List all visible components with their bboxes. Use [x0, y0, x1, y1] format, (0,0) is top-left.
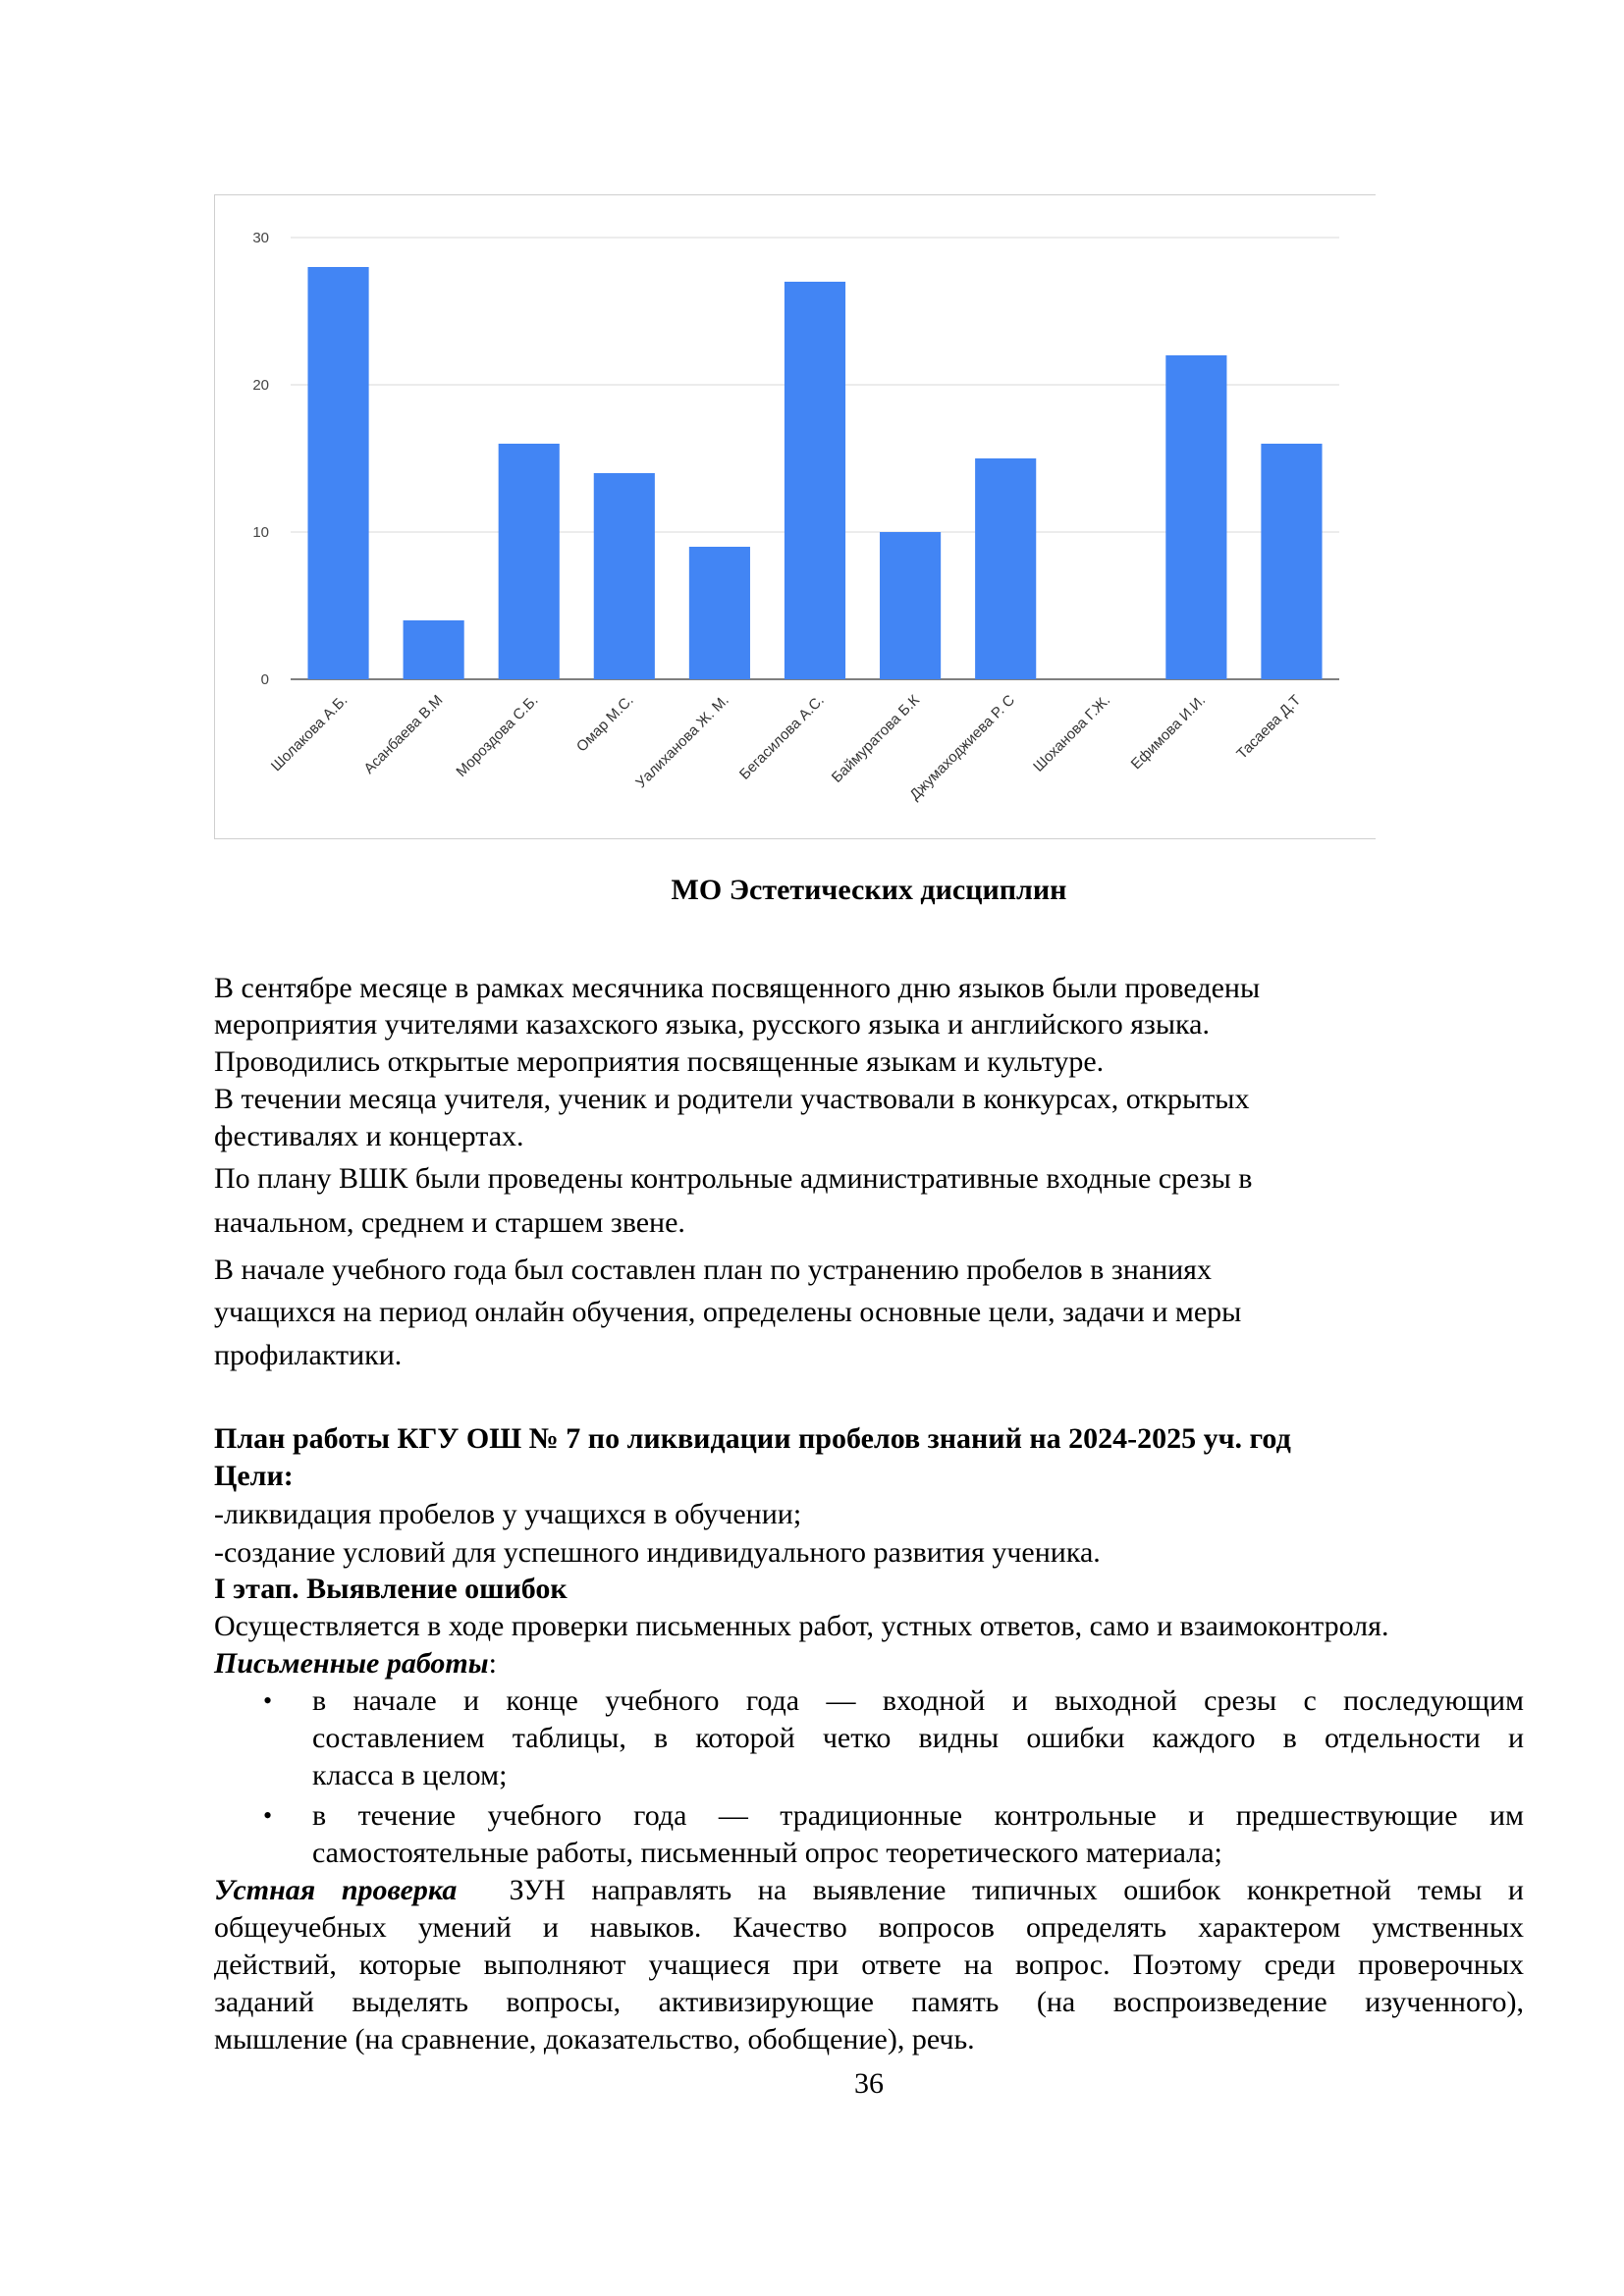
paragraph-1-line-2: мероприятия учителями казахского языка, русского языка и английского языка. [214, 1008, 1210, 1041]
goals-label: Цели: [214, 1460, 294, 1492]
oral-check-line-4: заданий выделять вопросы, активизирующие память (на воспроизведение изученного), [214, 1986, 1524, 2018]
plan-title: План работы КГУ ОШ № 7 по ликвидации пробелов знаний на 2024-2025 уч. год [214, 1422, 1291, 1455]
x-tick-label: Ефимова И.И. [1127, 691, 1210, 774]
x-tick-label: Омар М.С. [572, 691, 637, 756]
x-tick-label: Асанбаева В.М [360, 691, 447, 777]
x-tick-label: Бегасилова А.С. [735, 691, 828, 783]
section-heading: МО Эстетических дисциплин [671, 874, 1067, 906]
written-works-line [214, 1645, 497, 1682]
paragraph-1-line-4: В течении месяца учителя, ученик и родители участвовали в конкурсах, открытых [214, 1083, 1250, 1115]
bar [594, 473, 655, 679]
bullet-2-line-2: самостоятельные работы, письменный опрос теоретического материала; [312, 1837, 1222, 1869]
bar [499, 444, 560, 679]
bar [975, 458, 1036, 679]
bar [689, 547, 750, 679]
bar [404, 620, 464, 679]
bullet-1-line-1: в начале и конце учебного года — входной и выходной срезы с последующим [312, 1684, 1524, 1717]
paragraph-2-line-1: По плану ВШК были проведены контрольные административные входные срезы в [214, 1162, 1253, 1195]
bar-chart [214, 194, 1376, 839]
written-works-colon: : [488, 1647, 497, 1680]
x-tick-label: Тасаева Д.Т [1233, 691, 1305, 763]
oral-check-label: Устная проверка [214, 1874, 458, 1906]
paragraph-3-line-1: В начале учебного года был составлен план по устранению пробелов в знаниях [214, 1254, 1212, 1286]
paragraph-3-line-3: профилактики. [214, 1339, 403, 1371]
oral-check-line-1 [214, 1872, 1524, 1909]
oral-check-line-3: действий, которые выполняют учащиеся при ответе на вопрос. Поэтому среди проверочных [214, 1949, 1524, 1981]
oral-check-text-1: ЗУН направлять на выявление типичных ошибок конкретной темы и [457, 1874, 1524, 1906]
x-tick-label: Шолакова А.Б. [267, 691, 352, 775]
goal-item-2: -создание условий для успешного индивидуального развития ученика. [214, 1536, 1101, 1569]
page-number: 36 [854, 2067, 884, 2100]
bar [880, 532, 941, 679]
stage-1-heading: I этап. Выявление ошибок [214, 1573, 568, 1605]
bar [785, 282, 845, 679]
goal-item-1: -ликвидация пробелов у учащихся в обучении; [214, 1498, 802, 1530]
x-tick-label: Шоханова Г.Ж. [1030, 691, 1114, 775]
paragraph-1-line-3: Проводились открытые мероприятия посвященные языкам и культуре. [214, 1045, 1105, 1078]
x-tick-label: Мороздова С.Б. [453, 691, 542, 780]
paragraph-1-line-1: В сентябре месяце в рамках месячника посвященного дню языков были проведены [214, 972, 1261, 1004]
x-tick-label: Уалиханова Ж. М. [632, 691, 732, 792]
stage-1-text: Осуществляется в ходе проверки письменных работ, устных ответов, само и взаимоконтроля. [214, 1610, 1389, 1642]
y-tick-label: 0 [260, 671, 269, 688]
written-works-label: Письменные работы [214, 1647, 489, 1680]
y-tick-label: 10 [252, 524, 269, 541]
bullet-2-line-1: в течение учебного года — традиционные контрольные и предшествующие им [312, 1799, 1524, 1832]
oral-check-line-2: общеучебных умений и навыков. Качество вопросов определять характером умственных [214, 1911, 1524, 1944]
x-tick-label: Баймуратова Б.К [828, 691, 923, 786]
x-tick-label: Джумаходжиева Р. С [906, 691, 1019, 804]
bar [1261, 444, 1322, 679]
bar-chart-svg [215, 195, 1376, 838]
paragraph-2-line-2: начальном, среднем и старшем звене. [214, 1206, 685, 1239]
bullet-1-line-2: составлением таблицы, в которой четко видны ошибки каждого в отдельности и [312, 1722, 1524, 1754]
bullet-1-icon: • [263, 1686, 273, 1715]
paragraph-1-line-5: фестивалях и концертах. [214, 1120, 524, 1152]
bullet-2-icon: • [263, 1801, 273, 1830]
bar [307, 267, 368, 679]
bar [1165, 355, 1226, 679]
bullet-1-line-3: класса в целом; [312, 1759, 508, 1791]
oral-check-line-5: мышление (на сравнение, доказательство, обобщение), речь. [214, 2023, 975, 2056]
paragraph-3-line-2: учащихся на период онлайн обучения, определены основные цели, задачи и меры [214, 1296, 1242, 1328]
y-tick-label: 30 [252, 230, 269, 246]
y-tick-label: 20 [252, 377, 269, 394]
